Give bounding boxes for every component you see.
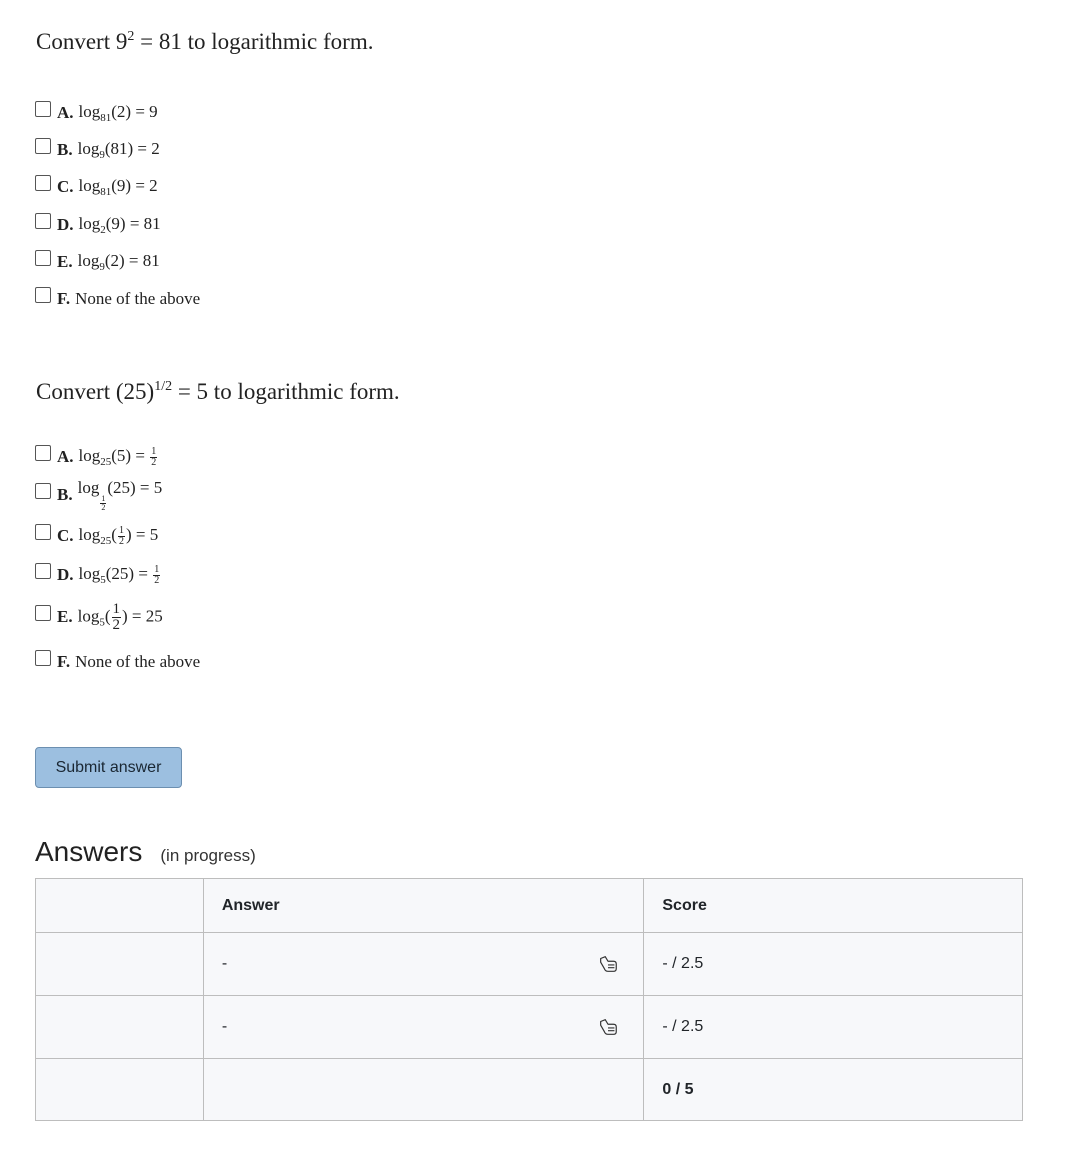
question-2-prompt: Convert $(25)^{1/2} = 5$ to logarithmic form.: [36, 379, 400, 404]
answer-value: -: [221, 1018, 228, 1035]
answers-title: Answers: [35, 836, 143, 867]
q1-option-d-checkbox[interactable]: [35, 213, 51, 229]
header-answer: Answer: [203, 879, 644, 933]
row-label-cell: [36, 933, 204, 996]
table-header-row: [36, 879, 1023, 933]
q2-option-b-checkbox[interactable]: [35, 483, 51, 499]
pointing-hand-icon[interactable]: [597, 953, 619, 975]
total-answer-cell: [203, 1059, 644, 1121]
q1-option-c[interactable]: C. $\log_{81}(9) = 2$: [35, 169, 200, 206]
q1-option-d[interactable]: D. $\log_2(9) = 81$: [35, 206, 200, 243]
q2-option-f[interactable]: F. None of the above: [35, 649, 200, 675]
q2-option-e-checkbox[interactable]: [35, 605, 51, 621]
q1-option-a[interactable]: A. $\log_{81}(2) = 9$: [35, 94, 200, 131]
table-total-row: [36, 1059, 1023, 1121]
table-row: [36, 933, 1023, 996]
score-cell: - / 2.5: [644, 933, 1023, 996]
total-score: 0 / 5: [644, 1059, 1023, 1121]
q2-option-c[interactable]: C. $\log_{25}$( $\frac{1}{2}$ ) = 5: [35, 523, 158, 549]
q1-option-f[interactable]: F. None of the above: [35, 280, 200, 317]
q1-option-e-checkbox[interactable]: [35, 250, 51, 266]
q2-option-d-checkbox[interactable]: [35, 563, 51, 579]
q1-option-b[interactable]: B. $\log_9(81) = 2$: [35, 131, 200, 168]
question-1-options: [35, 94, 200, 318]
row-label-cell: [36, 996, 204, 1059]
q2-option-f-checkbox[interactable]: [35, 650, 51, 666]
q1-option-a-checkbox[interactable]: [35, 101, 51, 117]
pointing-hand-icon[interactable]: [597, 1016, 619, 1038]
answers-heading: [35, 836, 256, 868]
answers-table: [35, 878, 1023, 1121]
q2-option-a-checkbox[interactable]: [35, 445, 51, 461]
q2-option-b[interactable]: B. log $\frac{1}{2}$ (25) = 5: [35, 482, 162, 508]
header-score: Score: [644, 879, 1023, 933]
score-cell: - / 2.5: [644, 996, 1023, 1059]
q1-option-e[interactable]: E. $\log_9(2) = 81$: [35, 243, 200, 280]
answer-cell: [203, 933, 644, 996]
table-row: [36, 996, 1023, 1059]
q1-option-f-checkbox[interactable]: [35, 287, 51, 303]
q2-option-d[interactable]: D. $\log_5(25)$ = $\frac{1}{2}$: [35, 562, 161, 588]
question-1-prompt: Convert $9^2 = 81$ to logarithmic form.: [36, 29, 374, 54]
q1-option-b-checkbox[interactable]: [35, 138, 51, 154]
answer-cell: [203, 996, 644, 1059]
header-blank: [36, 879, 204, 933]
answers-status: (in progress): [160, 846, 256, 865]
q2-option-a[interactable]: A. $\log_{25}(5)$ = $\frac{1}{2}$: [35, 444, 158, 470]
answer-value: -: [221, 955, 228, 972]
q2-option-c-checkbox[interactable]: [35, 524, 51, 540]
q1-option-c-checkbox[interactable]: [35, 175, 51, 191]
total-label-cell: [36, 1059, 204, 1121]
submit-answer-button[interactable]: Submit answer: [35, 747, 182, 788]
q2-option-e[interactable]: E. $\log_5$( $\frac{1}{2}$ ) = 25: [35, 597, 163, 637]
